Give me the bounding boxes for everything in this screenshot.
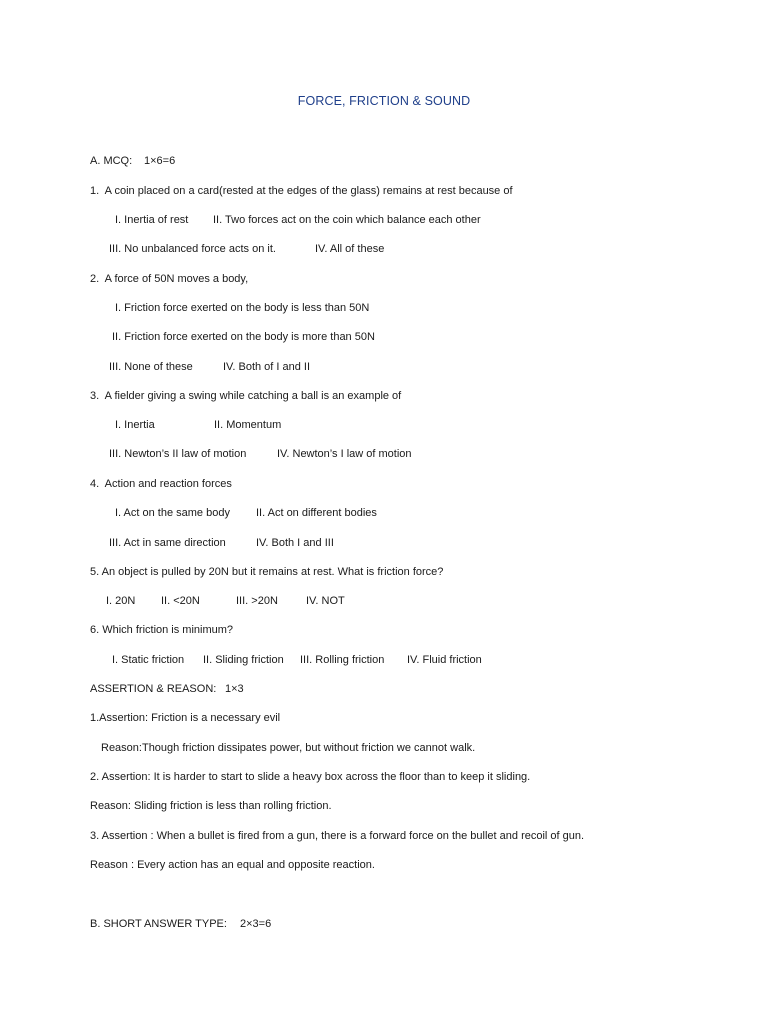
section-b-label: B. SHORT ANSWER TYPE: [90, 918, 227, 930]
question-5-option-1: I. 20N [106, 595, 136, 607]
question-4-option-3: III. Act in same direction [109, 537, 226, 549]
question-4-option-4: IV. Both I and III [256, 537, 334, 549]
question-2-option-3: III. None of these [109, 361, 193, 373]
question-1-option-1: I. Inertia of rest [115, 214, 189, 226]
question-2-option-2: II. Friction force exerted on the body is more than 50N [112, 331, 375, 343]
question-2-option-4: IV. Both of I and II [223, 361, 311, 373]
question-3-option-1: I. Inertia [115, 419, 155, 431]
reason-2: Reason: Sliding friction is less than rolling friction. [90, 800, 332, 812]
question-2-text: 2. A force of 50N moves a body, [90, 273, 249, 285]
section-a-label: A. MCQ: [90, 155, 133, 167]
assertion-reason-label: ASSERTION & REASON: [90, 683, 217, 695]
reason-1: Reason:Though friction dissipates power, but without friction we cannot walk. [101, 742, 476, 754]
question-3-option-3: III. Newton’s II law of motion [109, 448, 247, 460]
question-6-text: 6. Which friction is minimum? [90, 624, 234, 636]
assertion-2: 2. Assertion: It is harder to start to slide a heavy box across the floor than to keep it sliding. [90, 771, 531, 783]
section-a-marks: 1×6=6 [144, 155, 176, 167]
question-2-option-1: I. Friction force exerted on the body is less than 50N [115, 302, 370, 314]
question-1-option-2: II. Two forces act on the coin which balance each other [213, 214, 481, 226]
question-6-option-1: I. Static friction [112, 654, 185, 666]
reason-3: Reason : Every action has an equal and opposite reaction. [90, 859, 375, 871]
page-title: FORCE, FRICTION & SOUND [297, 94, 471, 108]
question-5-option-4: IV. NOT [306, 595, 345, 607]
question-1-option-3: III. No unbalanced force acts on it. [109, 243, 276, 255]
question-6-option-3: III. Rolling friction [300, 654, 385, 666]
question-1-text: 1. A coin placed on a card(rested at the edges of the glass) remains at rest because of [90, 185, 513, 197]
question-6-option-4: IV. Fluid friction [407, 654, 482, 666]
assertion-reason-marks: 1×3 [225, 683, 244, 695]
question-3-text: 3. A fielder giving a swing while catching a ball is an example of [90, 390, 402, 402]
question-5-option-2: II. <20N [161, 595, 200, 607]
assertion-3: 3. Assertion : When a bullet is fired from a gun, there is a forward force on the bullet and recoil of gun. [90, 830, 585, 842]
section-b-marks: 2×3=6 [240, 918, 272, 930]
question-1-option-4: IV. All of these [315, 243, 385, 255]
question-6-option-2: II. Sliding friction [203, 654, 284, 666]
question-4-option-1: I. Act on the same body [115, 507, 230, 519]
question-5-option-3: III. >20N [236, 595, 278, 607]
question-4-option-2: II. Act on different bodies [256, 507, 377, 519]
question-5-text: 5. An object is pulled by 20N but it remains at rest. What is friction force? [90, 566, 444, 578]
question-4-text: 4. Action and reaction forces [90, 478, 232, 490]
question-3-option-4: IV. Newton’s I law of motion [277, 448, 412, 460]
assertion-1: 1.Assertion: Friction is a necessary evil [90, 712, 281, 724]
question-3-option-2: II. Momentum [214, 419, 282, 431]
